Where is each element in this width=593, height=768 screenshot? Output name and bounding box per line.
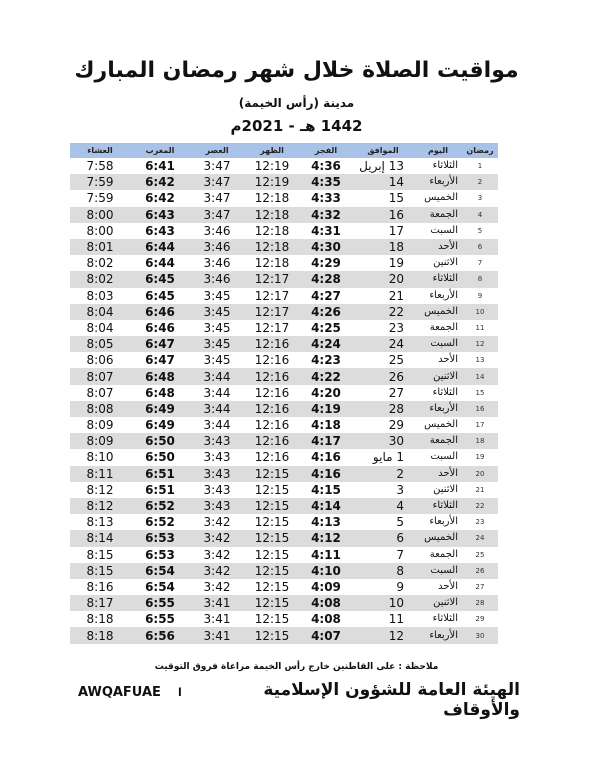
dhuhr-cell: 12:15 (254, 579, 290, 594)
date-cell: 18 (352, 239, 414, 255)
weekday-cell: الأربعاء (414, 401, 462, 417)
fajr-cell: 4:26 (300, 304, 352, 320)
isha-cell: 8:07 (86, 385, 114, 400)
dhuhr-cell: 12:15 (244, 627, 300, 643)
ramadan-day-cell: 21 (475, 485, 485, 494)
year-subtitle: 1442 هـ - 2021م (230, 117, 363, 135)
fajr-cell: 4:25 (311, 320, 341, 335)
weekday-cell: السبت (414, 563, 462, 579)
table-row (70, 579, 498, 595)
asr-cell: 3:46 (190, 239, 244, 255)
dhuhr-cell: 12:15 (244, 563, 300, 579)
weekday-cell: الأحد (438, 580, 458, 592)
maghrib-cell: 6:56 (130, 627, 190, 643)
fajr-cell: 4:24 (300, 336, 352, 352)
dhuhr-cell: 12:18 (254, 223, 290, 238)
date-cell: 23 (388, 320, 404, 335)
ramadan-day-cell: 2 (462, 174, 498, 190)
maghrib-cell: 6:43 (145, 223, 175, 238)
dhuhr-cell: 12:15 (244, 498, 300, 514)
fajr-cell: 4:08 (300, 595, 352, 611)
isha-cell: 8:18 (86, 612, 114, 627)
asr-cell: 3:45 (203, 353, 231, 368)
date-cell: 6 (352, 530, 414, 546)
dhuhr-cell: 12:15 (244, 530, 300, 546)
dhuhr-cell: 12:17 (254, 288, 290, 303)
timing-note: ملاحظة : على القاطنين خارج رأس الخيمة مراعاة فروق التوقيت (154, 662, 439, 672)
ramadan-day-cell: 9 (477, 291, 483, 300)
maghrib-cell: 6:42 (145, 191, 175, 206)
weekday-cell: السبت (430, 224, 458, 236)
asr-cell: 3:47 (203, 191, 231, 206)
table-row (70, 336, 498, 352)
fajr-cell: 4:11 (311, 547, 341, 562)
isha-cell: 7:58 (86, 159, 114, 174)
table-row (70, 449, 498, 465)
maghrib-cell: 6:52 (145, 515, 175, 530)
date-cell: 8 (352, 563, 414, 579)
ramadan-day-cell: 3 (477, 194, 483, 203)
ramadan-day-cell: 15 (475, 388, 485, 397)
asr-cell: 3:42 (203, 579, 231, 594)
asr-cell: 3:43 (203, 450, 231, 465)
maghrib-cell: 6:47 (145, 353, 175, 368)
table-row (70, 304, 498, 320)
table-row (70, 320, 498, 336)
dhuhr-cell: 12:16 (244, 433, 300, 449)
fajr-cell: 4:33 (311, 191, 341, 206)
header-isha: العشاء (70, 143, 130, 158)
asr-cell: 3:41 (190, 595, 244, 611)
fajr-cell: 4:28 (300, 271, 352, 287)
maghrib-cell: 6:51 (130, 466, 190, 482)
weekday-cell: الثلاثاء (432, 160, 458, 172)
ramadan-day-cell: 7 (477, 259, 483, 268)
isha-cell: 7:59 (70, 174, 130, 190)
weekday-cell: الأحد (414, 466, 462, 482)
weekday-cell: الاثنين (414, 368, 462, 384)
fajr-cell: 4:10 (300, 563, 352, 579)
fajr-cell: 4:23 (311, 353, 341, 368)
asr-cell: 3:45 (190, 304, 244, 320)
weekday-cell: الخميس (424, 192, 458, 204)
header-fajr: الفجر (300, 143, 352, 158)
maghrib-cell: 6:53 (130, 530, 190, 546)
isha-cell: 8:12 (86, 482, 114, 497)
weekday-cell: الأربعاء (414, 627, 462, 643)
date-cell: 11 (388, 612, 404, 627)
dhuhr-cell: 12:16 (244, 336, 300, 352)
table-row (70, 611, 498, 627)
date-cell: 10 (352, 595, 414, 611)
asr-cell: 3:43 (190, 466, 244, 482)
weekday-cell: الاثنين (433, 257, 458, 269)
weekday-cell: الثلاثاء (414, 498, 462, 514)
date-cell: 29 (388, 418, 404, 433)
weekday-cell: السبت (430, 451, 458, 463)
dhuhr-cell: 12:18 (244, 207, 300, 223)
isha-cell: 8:10 (86, 450, 114, 465)
asr-cell: 3:44 (203, 418, 231, 433)
isha-cell: 8:02 (86, 256, 114, 271)
table-row (70, 530, 498, 546)
table-row (70, 385, 498, 401)
table-row (70, 368, 498, 384)
fajr-cell: 4:18 (311, 418, 341, 433)
ramadan-day-cell: 16 (462, 401, 498, 417)
header-ramadan: رمضان (462, 143, 498, 158)
organization-name: الهيئة العامة للشؤون الإسلامية والأوقاف (263, 680, 520, 720)
ramadan-day-cell: 8 (462, 271, 498, 287)
table-row (70, 288, 498, 304)
maghrib-cell: 6:41 (145, 159, 175, 174)
table-header-row (70, 143, 498, 158)
fajr-cell: 4:16 (300, 466, 352, 482)
weekday-cell: الأحد (414, 239, 462, 255)
table-row (70, 352, 498, 368)
weekday-cell: الأربعاء (414, 174, 462, 190)
city-subtitle: مدينة (رأس الخيمة) (238, 96, 355, 110)
header-dhuhr: الظهر (244, 143, 300, 158)
maghrib-cell: 6:44 (145, 256, 175, 271)
fajr-cell: 4:17 (300, 433, 352, 449)
weekday-cell: الثلاثاء (414, 271, 462, 287)
maghrib-cell: 6:53 (145, 547, 175, 562)
asr-cell: 3:41 (203, 612, 231, 627)
ramadan-day-cell: 26 (462, 563, 498, 579)
isha-cell: 7:59 (86, 191, 114, 206)
maghrib-cell: 6:55 (130, 595, 190, 611)
date-cell: 20 (352, 271, 414, 287)
weekday-cell: الخميس (414, 530, 462, 546)
dhuhr-cell: 12:16 (254, 353, 290, 368)
dhuhr-cell: 12:16 (244, 368, 300, 384)
fajr-cell: 4:15 (311, 482, 341, 497)
date-cell: 22 (352, 304, 414, 320)
maghrib-cell: 6:47 (130, 336, 190, 352)
date-cell: 24 (352, 336, 414, 352)
date-cell: 5 (396, 515, 404, 530)
table-row (70, 595, 498, 611)
isha-cell: 8:18 (70, 627, 130, 643)
maghrib-cell: 6:43 (130, 207, 190, 223)
table-row (70, 401, 498, 417)
isha-cell: 8:06 (86, 353, 114, 368)
fajr-cell: 4:12 (300, 530, 352, 546)
weekday-cell: الثلاثاء (432, 386, 458, 398)
date-cell: 14 (352, 174, 414, 190)
isha-cell: 8:01 (70, 239, 130, 255)
table-row (70, 547, 498, 563)
table-row (70, 498, 498, 514)
ramadan-day-cell: 29 (475, 615, 485, 624)
date-cell: 4 (352, 498, 414, 514)
weekday-cell: الأحد (438, 354, 458, 366)
ramadan-day-cell: 18 (462, 433, 498, 449)
fajr-cell: 4:29 (311, 256, 341, 271)
date-cell: 2 (352, 466, 414, 482)
ramadan-day-cell: 17 (475, 421, 485, 430)
maghrib-cell: 6:42 (130, 174, 190, 190)
asr-cell: 3:44 (190, 401, 244, 417)
isha-cell: 8:12 (70, 498, 130, 514)
maghrib-cell: 6:45 (130, 271, 190, 287)
fajr-cell: 4:19 (300, 401, 352, 417)
table-row (70, 190, 498, 206)
weekday-cell: الجمعة (429, 548, 458, 560)
header-day: اليوم (414, 143, 462, 158)
fajr-cell: 4:35 (300, 174, 352, 190)
asr-cell: 3:45 (190, 336, 244, 352)
ramadan-day-cell: 28 (462, 595, 498, 611)
header-maghrib: المغرب (130, 143, 190, 158)
asr-cell: 3:44 (190, 368, 244, 384)
table-row (70, 158, 498, 174)
dhuhr-cell: 12:17 (244, 271, 300, 287)
prayer-times-table (70, 143, 498, 644)
isha-cell: 8:04 (70, 304, 130, 320)
weekday-cell: الجمعة (414, 207, 462, 223)
dhuhr-cell: 12:19 (254, 159, 290, 174)
date-cell: 17 (388, 223, 404, 238)
dhuhr-cell: 12:15 (244, 595, 300, 611)
asr-cell: 3:45 (203, 288, 231, 303)
fajr-cell: 4:36 (311, 159, 341, 174)
dhuhr-cell: 12:19 (244, 174, 300, 190)
fajr-cell: 4:30 (300, 239, 352, 255)
isha-cell: 8:15 (70, 563, 130, 579)
ramadan-day-cell: 23 (475, 518, 485, 527)
asr-cell: 3:46 (203, 256, 231, 271)
table-row (70, 417, 498, 433)
header-date: الموافق (352, 143, 414, 158)
header-asr: العصر (190, 143, 244, 158)
table-row (70, 174, 498, 190)
isha-cell: 8:02 (70, 271, 130, 287)
dhuhr-cell: 12:15 (254, 515, 290, 530)
date-cell: 21 (388, 288, 404, 303)
fajr-cell: 4:20 (311, 385, 341, 400)
table-row (70, 563, 498, 579)
isha-cell: 8:13 (86, 515, 114, 530)
date-cell: 9 (396, 579, 404, 594)
date-cell: 16 (352, 207, 414, 223)
table-row (70, 433, 498, 449)
ramadan-day-cell: 27 (475, 582, 485, 591)
ramadan-day-cell: 19 (475, 453, 485, 462)
asr-cell: 3:43 (190, 498, 244, 514)
maghrib-cell: 6:52 (130, 498, 190, 514)
date-cell: 7 (396, 547, 404, 562)
weekday-cell: الخميس (414, 304, 462, 320)
asr-cell: 3:42 (203, 547, 231, 562)
date-cell: 27 (388, 385, 404, 400)
table-row (70, 223, 498, 239)
footer-separator: ا (178, 686, 182, 699)
date-cell: 30 (352, 433, 414, 449)
date-cell: 28 (352, 401, 414, 417)
asr-cell: 3:44 (203, 385, 231, 400)
dhuhr-cell: 12:15 (254, 482, 290, 497)
weekday-cell: الجمعة (414, 433, 462, 449)
asr-cell: 3:42 (190, 563, 244, 579)
fajr-cell: 4:08 (311, 612, 341, 627)
dhuhr-cell: 12:15 (244, 466, 300, 482)
maghrib-cell: 6:49 (145, 418, 175, 433)
isha-cell: 8:17 (70, 595, 130, 611)
weekday-cell: الأربعاء (429, 289, 458, 301)
isha-cell: 8:15 (86, 547, 114, 562)
fajr-cell: 4:13 (311, 515, 341, 530)
maghrib-cell: 6:46 (145, 320, 175, 335)
dhuhr-cell: 12:15 (254, 547, 290, 562)
dhuhr-cell: 12:16 (254, 385, 290, 400)
ramadan-day-cell: 14 (462, 368, 498, 384)
asr-cell: 3:47 (190, 207, 244, 223)
maghrib-cell: 6:45 (145, 288, 175, 303)
dhuhr-cell: 12:16 (254, 450, 290, 465)
ramadan-day-cell: 13 (475, 356, 485, 365)
ramadan-day-cell: 20 (462, 466, 498, 482)
maghrib-cell: 6:54 (130, 563, 190, 579)
asr-cell: 3:43 (190, 433, 244, 449)
weekday-cell: الأربعاء (429, 516, 458, 528)
asr-cell: 3:46 (203, 223, 231, 238)
table-row (70, 482, 498, 498)
isha-cell: 8:16 (86, 579, 114, 594)
table-row (70, 255, 498, 271)
dhuhr-cell: 12:18 (244, 239, 300, 255)
asr-cell: 3:47 (203, 159, 231, 174)
isha-cell: 8:04 (86, 320, 114, 335)
asr-cell: 3:45 (203, 320, 231, 335)
isha-cell: 8:03 (86, 288, 114, 303)
ramadan-day-cell: 22 (462, 498, 498, 514)
dhuhr-cell: 12:18 (254, 191, 290, 206)
isha-cell: 8:05 (70, 336, 130, 352)
fajr-cell: 4:16 (311, 450, 341, 465)
maghrib-cell: 6:44 (130, 239, 190, 255)
date-cell: 26 (352, 368, 414, 384)
ramadan-day-cell: 6 (462, 239, 498, 255)
asr-cell: 3:47 (190, 174, 244, 190)
dhuhr-cell: 12:17 (254, 320, 290, 335)
date-cell: 3 (396, 482, 404, 497)
maghrib-cell: 6:49 (130, 401, 190, 417)
fajr-cell: 4:31 (311, 223, 341, 238)
dhuhr-cell: 12:16 (254, 418, 290, 433)
ramadan-day-cell: 5 (477, 226, 483, 235)
isha-cell: 8:08 (70, 401, 130, 417)
table-row (70, 239, 498, 255)
fajr-cell: 4:22 (300, 368, 352, 384)
maghrib-cell: 6:50 (130, 433, 190, 449)
table-row (70, 627, 498, 643)
dhuhr-cell: 12:15 (254, 612, 290, 627)
page-title: مواقيت الصلاة خلال شهر رمضان المبارك (74, 58, 519, 83)
asr-cell: 3:42 (190, 530, 244, 546)
isha-cell: 8:09 (86, 418, 114, 433)
ramadan-day-cell: 24 (462, 530, 498, 546)
ramadan-day-cell: 10 (462, 304, 498, 320)
date-cell: 13 إبريل (359, 159, 404, 174)
dhuhr-cell: 12:18 (254, 256, 290, 271)
ramadan-day-cell: 4 (462, 207, 498, 223)
maghrib-cell: 6:48 (130, 368, 190, 384)
weekday-cell: السبت (414, 336, 462, 352)
isha-cell: 8:09 (70, 433, 130, 449)
isha-cell: 8:14 (70, 530, 130, 546)
maghrib-cell: 6:50 (145, 450, 175, 465)
dhuhr-cell: 12:16 (244, 401, 300, 417)
table-row (70, 466, 498, 482)
maghrib-cell: 6:48 (145, 385, 175, 400)
table-row (70, 207, 498, 223)
fajr-cell: 4:07 (300, 627, 352, 643)
date-cell: 19 (388, 256, 404, 271)
isha-cell: 8:00 (86, 223, 114, 238)
date-cell: 15 (388, 191, 404, 206)
asr-cell: 3:43 (203, 482, 231, 497)
asr-cell: 3:46 (190, 271, 244, 287)
fajr-cell: 4:14 (300, 498, 352, 514)
table-row (70, 271, 498, 287)
maghrib-cell: 6:46 (130, 304, 190, 320)
ramadan-day-cell: 25 (475, 550, 485, 559)
date-cell: 25 (388, 353, 404, 368)
weekday-cell: الثلاثاء (432, 613, 458, 625)
date-cell: 12 (352, 627, 414, 643)
social-handle: AWQAFUAE (78, 685, 161, 700)
isha-cell: 8:11 (70, 466, 130, 482)
maghrib-cell: 6:51 (145, 482, 175, 497)
weekday-cell: الاثنين (433, 483, 458, 495)
isha-cell: 8:00 (70, 207, 130, 223)
maghrib-cell: 6:54 (145, 579, 175, 594)
fajr-cell: 4:32 (300, 207, 352, 223)
ramadan-day-cell: 11 (475, 323, 485, 332)
fajr-cell: 4:27 (311, 288, 341, 303)
ramadan-day-cell: 12 (462, 336, 498, 352)
ramadan-day-cell: 1 (477, 162, 483, 171)
isha-cell: 8:07 (70, 368, 130, 384)
table-body (70, 158, 498, 644)
fajr-cell: 4:09 (311, 579, 341, 594)
dhuhr-cell: 12:17 (244, 304, 300, 320)
maghrib-cell: 6:55 (145, 612, 175, 627)
weekday-cell: الاثنين (414, 595, 462, 611)
asr-cell: 3:41 (190, 627, 244, 643)
ramadan-day-cell: 30 (462, 627, 498, 643)
asr-cell: 3:42 (203, 515, 231, 530)
date-cell: 1 مايو (372, 450, 404, 465)
table-row (70, 514, 498, 530)
weekday-cell: الخميس (424, 419, 458, 431)
weekday-cell: الجمعة (429, 321, 458, 333)
